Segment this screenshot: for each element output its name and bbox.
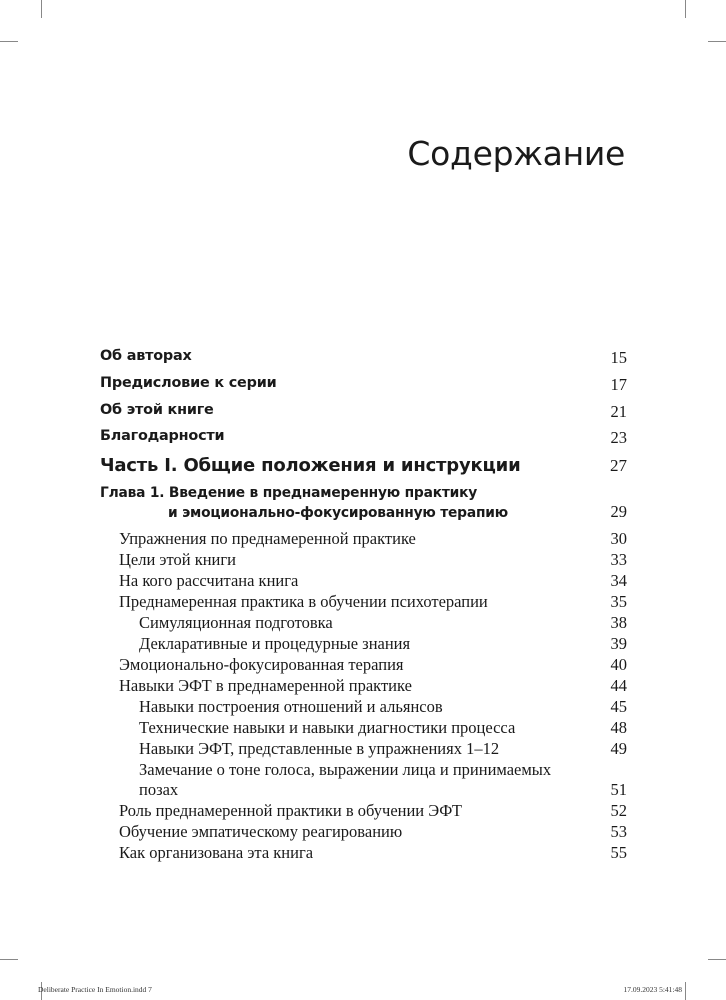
toc-entry-label-continued: и эмоционально-фокусированную терапию [168, 505, 508, 521]
toc-entry-label: Об авторах [100, 348, 192, 364]
toc-entry-label: Цели этой книги [119, 550, 236, 569]
toc-entry-label: Навыки ЭФТ в преднамеренной практике [119, 676, 412, 695]
toc-entry-label: Как организована эта книга [119, 843, 314, 862]
toc-entry-label: Преднамеренная практика в обучении психотерапии [119, 592, 488, 611]
toc-entry-label: Технические навыки и навыки диагностики процесса [139, 718, 516, 737]
toc-entry-label: Благодарности [100, 428, 225, 444]
page-title: Содержание [407, 134, 625, 173]
toc-entry-page: 33 [610, 550, 627, 569]
toc-entry-label: Упражнения по преднамеренной практике [119, 529, 416, 548]
toc-entry-page: 35 [610, 592, 627, 611]
toc-entry-label: Замечание о тоне голоса, выражении лица и принимаемых [139, 760, 552, 779]
toc-entry-label: Навыки построения отношений и альянсов [139, 697, 443, 716]
toc-entry-label: Симуляционная подготовка [139, 613, 333, 632]
toc-entry-label: Часть I. Общие положения и инструкции [100, 455, 521, 476]
toc-entry-label: Навыки ЭФТ, представленные в упражнениях 1–12 [139, 739, 500, 758]
toc-entry-label: Обучение эмпатическому реагированию [119, 822, 403, 841]
toc-entry-label: На кого рассчитана книга [119, 571, 299, 590]
toc-entry-page: 34 [610, 571, 627, 590]
toc-entry-page: 45 [610, 697, 627, 716]
toc-entry-page: 39 [610, 634, 627, 653]
toc-entry-label: Эмоционально-фокусированная терапия [119, 655, 404, 674]
toc-entry-page: 15 [610, 348, 627, 367]
toc-entry-label-continued: позах [139, 780, 179, 799]
toc-entry-page: 49 [610, 739, 627, 758]
toc-entry-label: Глава 1. Введение в преднамеренную практику [100, 485, 478, 501]
toc-entry-label: Об этой книге [100, 402, 214, 418]
toc-entry-page: 29 [610, 502, 627, 521]
toc-entry-page: 55 [610, 843, 627, 862]
toc-entry-page: 38 [610, 613, 627, 632]
toc-entry-page: 21 [610, 402, 627, 421]
toc-entry-label: Декларативные и процедурные знания [139, 634, 411, 653]
toc-entry-page: 27 [610, 456, 627, 475]
toc-entry-page: 52 [610, 801, 627, 820]
toc-entry-page: 30 [610, 529, 627, 548]
toc-entry-page: 48 [610, 718, 627, 737]
toc-entry-label: Роль преднамеренной практики в обучении ЭФТ [119, 801, 462, 820]
toc-entry-page: 44 [610, 676, 627, 695]
footer-file-name: Deliberate Practice In Emotion.indd 7 [38, 985, 152, 994]
toc-entry-page: 40 [610, 655, 627, 674]
toc-entry-page: 23 [610, 428, 627, 447]
toc-entry-label: Предисловие к серии [100, 375, 277, 391]
toc-entry-page: 17 [610, 375, 627, 394]
toc-entry-page: 53 [610, 822, 627, 841]
toc-entry-page: 51 [610, 780, 627, 799]
footer-timestamp: 17.09.2023 5:41:48 [623, 985, 682, 994]
